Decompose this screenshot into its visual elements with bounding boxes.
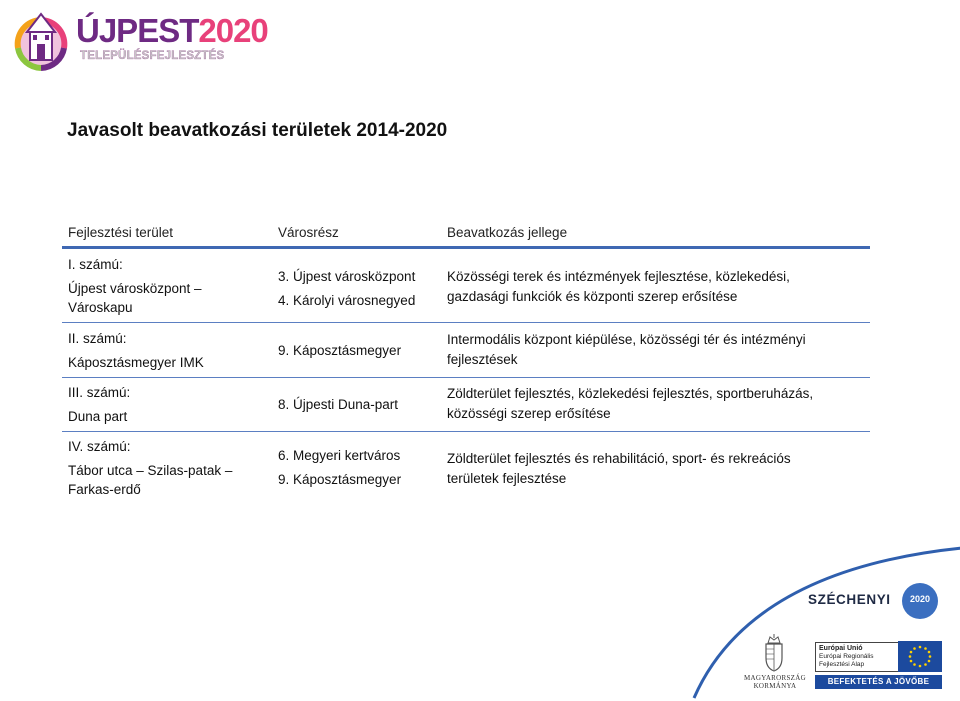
eu-line: Fejlesztési Alap bbox=[819, 661, 865, 668]
logo-brand: ÚJPEST bbox=[76, 12, 199, 49]
szechenyi-2020-logo-text: SZÉCHENYI bbox=[808, 592, 891, 607]
area-number: IV. számú: bbox=[68, 439, 131, 454]
hungarian-coat-of-arms-icon bbox=[760, 634, 788, 672]
area-name: Tábor utca – Szilas-patak – bbox=[68, 462, 233, 478]
nature-text: Zöldterület fejlesztés, közlekedési fejlesztés, sportberuházás, bbox=[447, 386, 814, 401]
logo-subtitle: TELEPÜLÉSFEJLESZTÉS bbox=[80, 50, 225, 62]
nature-text: területek fejlesztése bbox=[447, 470, 567, 486]
district-item: 6. Megyeri kertváros bbox=[278, 448, 401, 463]
eu-flag-icon bbox=[898, 641, 942, 672]
table-row bbox=[62, 249, 870, 323]
ujpest-2020-logo bbox=[10, 8, 270, 74]
nature-text: Közösségi terek és intézmények fejlesztése, közlekedési, bbox=[447, 269, 790, 284]
szechenyi-year: 2020 bbox=[909, 594, 931, 604]
header-district: Városrész bbox=[278, 225, 339, 240]
area-number: III. számú: bbox=[68, 385, 131, 400]
nature-text: Zöldterület fejlesztés és rehabilitáció, sport- és rekreációs bbox=[447, 451, 791, 466]
area-cell bbox=[68, 329, 268, 372]
header-development-area: Fejlesztési terület bbox=[68, 225, 174, 240]
ujpest-crest-icon bbox=[10, 8, 72, 72]
district-item: 4. Károlyi városnegyed bbox=[278, 292, 416, 308]
nature-text: fejlesztések bbox=[447, 351, 518, 367]
nature-cell bbox=[447, 449, 867, 488]
header-intervention-nature: Beavatkozás jellege bbox=[447, 225, 568, 240]
nature-text: közösségi szerep erősítése bbox=[447, 405, 611, 421]
government-line: KORMÁNYA bbox=[753, 682, 797, 690]
area-name: Káposztásmegyer IMK bbox=[68, 354, 204, 370]
district-item: 9. Káposztásmegyer bbox=[278, 471, 402, 487]
area-name: Városkapu bbox=[68, 300, 133, 315]
area-name: Duna part bbox=[68, 408, 128, 424]
intervention-areas-table bbox=[62, 222, 870, 504]
eu-line: Európai Regionális bbox=[819, 653, 874, 660]
area-number: I. számú: bbox=[68, 257, 123, 272]
district-item: 3. Újpest városközpont bbox=[278, 269, 416, 284]
area-name: Farkas-erdő bbox=[68, 482, 141, 497]
district-cell bbox=[278, 395, 443, 415]
page-title: Javasolt beavatkozási területek 2014-2020 bbox=[67, 120, 448, 141]
area-cell bbox=[68, 383, 268, 426]
logo-year: 2020 bbox=[198, 12, 268, 49]
area-cell bbox=[68, 255, 268, 318]
district-cell bbox=[278, 446, 443, 489]
district-item: 9. Káposztásmegyer bbox=[278, 343, 402, 358]
hungarian-government-label bbox=[735, 674, 815, 690]
area-cell bbox=[68, 437, 268, 500]
district-cell bbox=[278, 341, 443, 361]
area-number: II. számú: bbox=[68, 331, 127, 346]
nature-text: gazdasági funkciók és központi szerep erősítése bbox=[447, 288, 738, 304]
table-row bbox=[62, 432, 870, 504]
table-row bbox=[62, 323, 870, 378]
nature-cell bbox=[447, 267, 867, 306]
area-name: Újpest városközpont – bbox=[68, 280, 202, 296]
table-header bbox=[62, 222, 870, 249]
government-line: MAGYARORSZÁG bbox=[744, 674, 806, 682]
logo-wordmark bbox=[76, 12, 268, 50]
table-row bbox=[62, 378, 870, 432]
eu-line: Európai Unió bbox=[819, 645, 863, 652]
nature-text: Intermodális központ kiépülése, közösségi tér és intézményi bbox=[447, 332, 806, 347]
eu-fund-label bbox=[815, 642, 905, 672]
szechenyi-2020-badge bbox=[902, 583, 938, 619]
nature-cell bbox=[447, 384, 867, 423]
nature-cell bbox=[447, 330, 867, 369]
district-cell bbox=[278, 267, 443, 310]
eu-banner: BEFEKTETÉS A JÖVŐBE bbox=[815, 675, 942, 689]
district-item: 8. Újpesti Duna-part bbox=[278, 397, 399, 412]
